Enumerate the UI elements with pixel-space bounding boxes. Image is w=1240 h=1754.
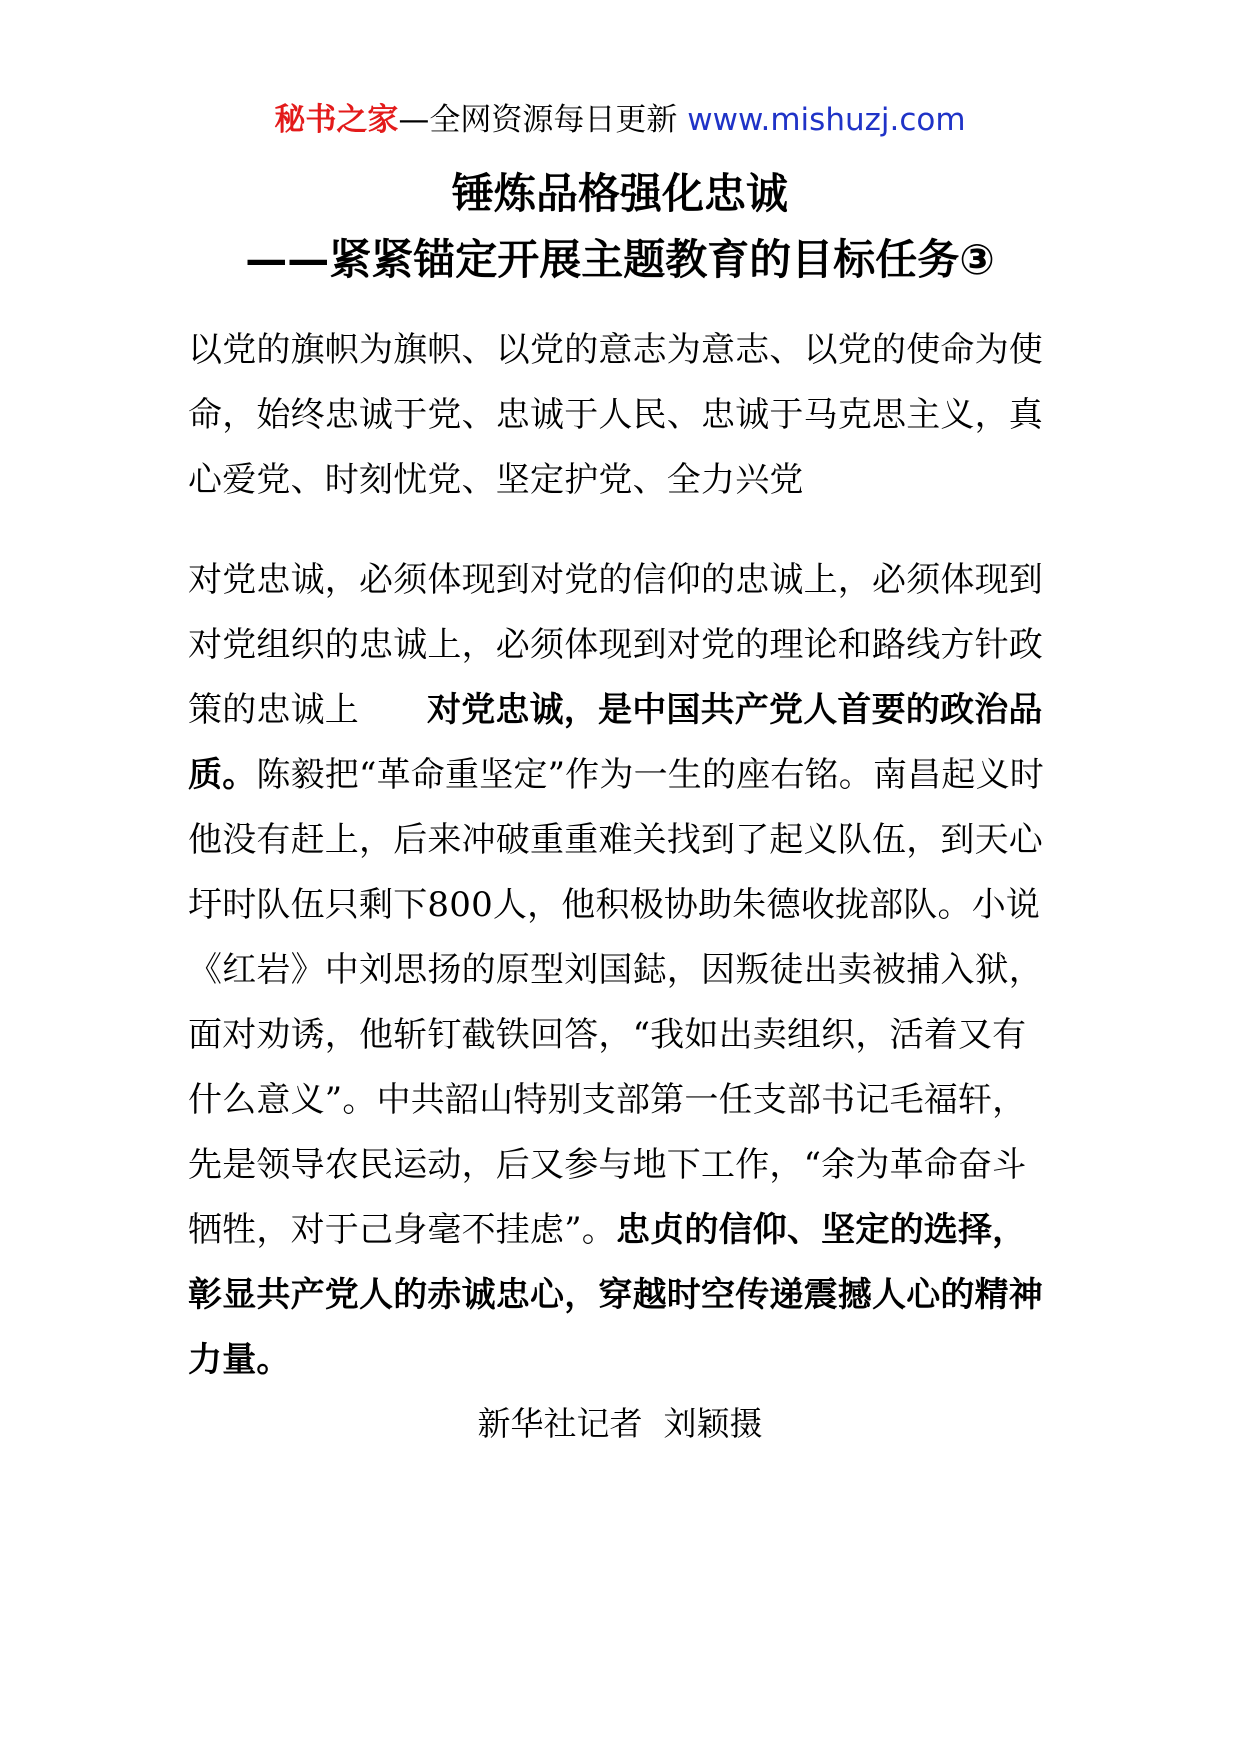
- site-header: [0, 100, 1240, 140]
- site-tagline: —全网资源每日更新: [398, 102, 678, 138]
- document-subtitle: ——紧紧锚定开展主题教育的目标任务③: [245, 235, 995, 284]
- site-brand: 秘书之家: [274, 102, 399, 138]
- paragraph-summary: 以党的旗帜为旗帜、以党的意志为意志、以党的使命为使命，始终忠诚于党、忠诚于人民、忠诚于马克思主义，真心爱党、时刻忧党、坚定护党、全力兴党: [188, 330, 1043, 500]
- document-title: 锤炼品格强化忠诚: [451, 169, 788, 218]
- paragraph-intro: 对党忠诚，必须体现到对党的信仰的忠诚上，必须体现到对党组织的忠诚上，必须体现到对党的理论和路线方针政策的忠诚上: [188, 560, 1043, 730]
- bold-lead-sentence: 对党忠诚，是中国共产党人首要的政治品质。: [188, 690, 1043, 795]
- paragraph-main: [188, 548, 1058, 1393]
- bold-closing-sentence: 忠贞的信仰、坚定的选择，彰显共产党人的赤诚忠心，穿越时空传递震撼人心的精神力量。: [188, 1210, 1043, 1380]
- paragraph-body-text: 陈毅把“革命重坚定”作为一生的座右铭。南昌起义时他没有赶上，后来冲破重重难关找到了起义队伍，到天心圩时队伍只剩下800人，他积极协助朱德收拢部队。小说《红岩》中刘思扬的原型刘国鋕，因叛徒出卖被捕入狱，面对劝诱，他斩钉截铁回答，“我如出卖组织，活着又有什么意义”。中共韶山特别支部第一任支部书记毛福轩，先是领导农民运动，后又参与地下工作，“余为革命奋斗牺牲，对于己身毫不挂虑”。: [188, 755, 1044, 1250]
- photo-credit: 新华社记者 刘颖摄: [477, 1404, 763, 1443]
- site-url[interactable]: www.mishuzj.com: [687, 102, 966, 138]
